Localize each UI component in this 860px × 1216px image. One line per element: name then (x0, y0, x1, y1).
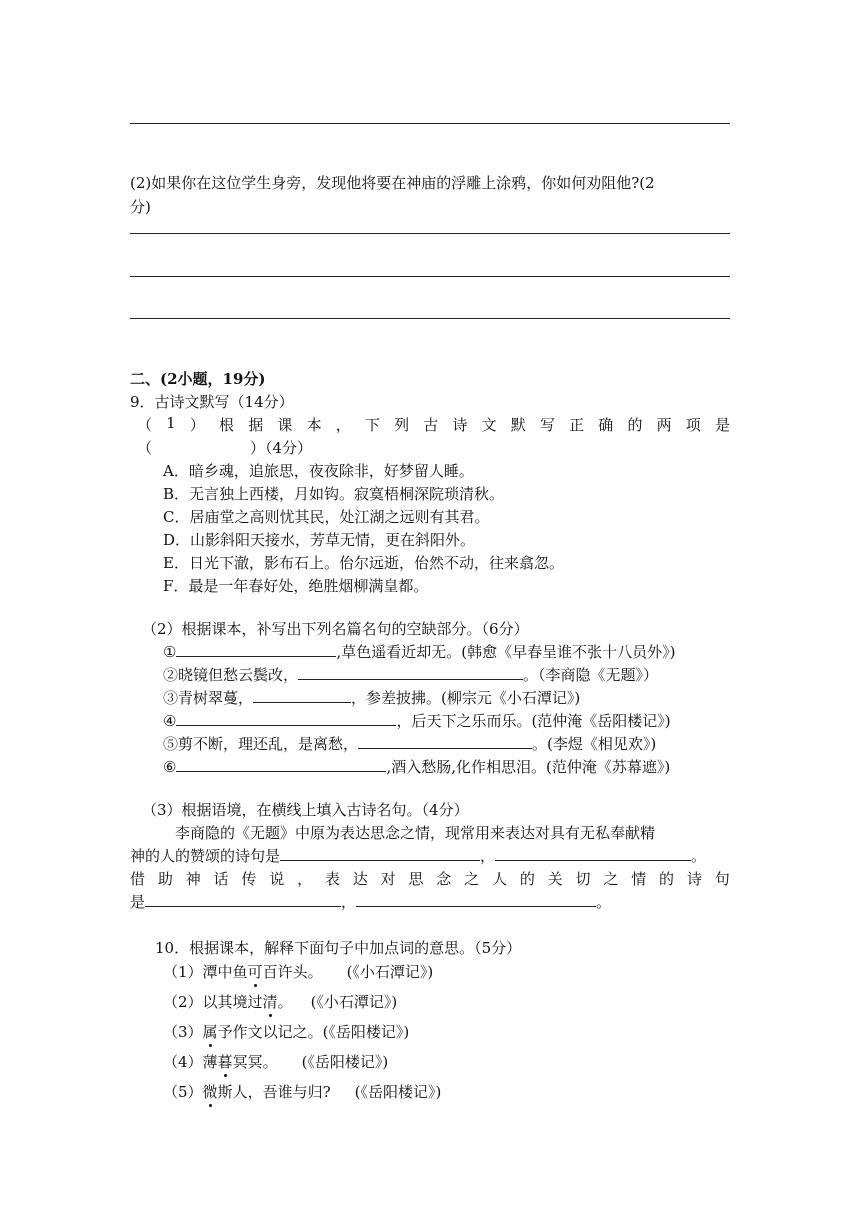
option-b: B．无言独上西楼，月如钩。寂寞梧桐深院琐清秋。 (163, 485, 505, 503)
fill-item-3: ③青树翠蔓， ，参差披拂。(柳宗元《小石潭记》) (163, 689, 581, 707)
dotted-word: 属 (202, 1023, 218, 1041)
stem-char: 项 (685, 416, 701, 434)
fill-item-2: ②晓镜但愁云鬓改， 。（李商隐《无题》） (163, 666, 659, 684)
q9-3-context-line2: 神的人的赞颂的诗句是 ， 。 (130, 847, 707, 865)
context-char: 情 (631, 870, 647, 888)
option-c: C．居庙堂之高则忧其民，处江湖之远则有其君。 (163, 508, 490, 526)
context-char: 达 (352, 870, 368, 888)
dotted-word: 清 (262, 993, 278, 1011)
stem-char: ） (189, 416, 205, 434)
fill-item-4: ④ ，后天下之乐而乐。(范仲淹《岳阳楼记》) (163, 712, 671, 730)
q9-2-title: （2）根据课本，补写出下列名篇名句的空缺部分。（6分） (142, 620, 529, 638)
stem-char: 根 (219, 416, 235, 434)
fill-blank[interactable] (358, 733, 532, 749)
fill-item-1: ① ,草色遥看近却无。(韩愈《早春呈谁不张十八员外》) (163, 643, 676, 661)
context-char: 助 (157, 870, 173, 888)
context-char: 句 (714, 870, 730, 888)
option-d: D．山影斜阳天接水，芳草无情，更在斜阳外。 (163, 531, 476, 549)
context-char: 人 (491, 870, 507, 888)
q9-3-context-line1: 李商隐的《无题》中原为表达思念之情，现常用来表达对具有无私奉献精 (175, 824, 656, 842)
bracket-open: （ (137, 439, 153, 457)
context-char: 的 (519, 870, 535, 888)
context-char: 神 (185, 870, 201, 888)
stem-char: 写 (539, 416, 555, 434)
q9-3-context-line3 (130, 868, 730, 889)
stem-char: 1 (166, 414, 176, 432)
q8-2-prompt: (2)如果你在这位学生身旁，发现他将要在神庙的浮雕上涂鸦，你如何劝阻他?(2 (130, 174, 655, 192)
dotted-word: 微 (202, 1083, 218, 1101)
answer-line (130, 276, 730, 277)
stem-char: 两 (656, 416, 672, 434)
fill-blank[interactable] (495, 845, 691, 861)
stem-char: 据 (248, 416, 264, 434)
fill-item-6: ⑥ ,酒入愁肠,化作相思泪。(范仲淹《苏幕遮》) (163, 758, 671, 776)
answer-line (130, 233, 730, 234)
answer-line-top (130, 123, 730, 124)
context-char: 传 (241, 870, 257, 888)
stem-char: 确 (598, 416, 614, 434)
context-char: 之 (603, 870, 619, 888)
stem-char: 古 (423, 416, 439, 434)
q9-1-stem (137, 414, 730, 435)
context-char: 诗 (686, 870, 702, 888)
q9-3-title: （3）根据语境，在横线上填入古诗名句。（4分） (142, 801, 469, 819)
stem-char: 的 (627, 416, 643, 434)
q10-item-1: （1）潭中鱼可百许头。 (《小石潭记》) (163, 963, 434, 981)
fill-blank[interactable] (298, 664, 523, 680)
fill-blank[interactable] (253, 687, 351, 703)
stem-char: 默 (510, 416, 526, 434)
option-a: A．暗乡魂，追旅思，夜夜除非，好梦留人睡。 (163, 462, 474, 480)
context-char: 思 (408, 870, 424, 888)
q10-title: 10．根据课本，解释下面句子中加点词的意思。（5分） (155, 939, 522, 957)
option-e: E．日光下澈，影布石上。佁尔远逝，佁然不动，往来翕忽。 (163, 554, 564, 572)
context-char: 表 (324, 870, 340, 888)
q10-item-4: （4）薄暮冥冥。 (《岳阳楼记》) (163, 1053, 389, 1071)
context-char: 对 (380, 870, 396, 888)
context-char: 借 (130, 870, 146, 888)
stem-char: ， (335, 416, 351, 434)
context-char: ， (297, 870, 313, 888)
dotted-word: 可 (247, 963, 263, 981)
stem-char: 是 (714, 416, 730, 434)
context-char: 念 (436, 870, 452, 888)
q9-title: 9．古诗文默写（14分） (130, 393, 294, 411)
context-char: 切 (575, 870, 591, 888)
q10-item-5: （5）微斯人，吾谁与归? (《岳阳楼记》) (163, 1083, 442, 1101)
q8-2-prompt-continued: 分) (130, 198, 151, 216)
q10-item-2: （2）以其境过清。 (《小石潭记》) (163, 993, 398, 1011)
context-char: 说 (269, 870, 285, 888)
stem-char: 课 (277, 416, 293, 434)
fill-blank[interactable] (176, 756, 386, 772)
fill-blank[interactable] (280, 845, 480, 861)
stem-char: 正 (569, 416, 585, 434)
answer-line (130, 318, 730, 319)
context-char: 关 (547, 870, 563, 888)
option-f: F．最是一年春好处，绝胜烟柳满皇都。 (163, 577, 429, 595)
stem-char: 下 (364, 416, 380, 434)
dotted-word: 暮 (217, 1053, 233, 1071)
fill-item-5: ⑤剪不断，理还乱，是离愁， 。(李煜《相见欢》) (163, 735, 657, 753)
bracket-close-score: ）（4分） (250, 439, 313, 457)
section-heading: 二、(2小题，19分) (130, 370, 266, 388)
context-char: 的 (659, 870, 675, 888)
q10-item-3: （3）属予作文以记之。(《岳阳楼记》) (163, 1023, 410, 1041)
fill-blank[interactable] (356, 891, 596, 907)
context-char: 之 (464, 870, 480, 888)
fill-blank[interactable] (176, 641, 336, 657)
q9-3-context-line4: 是 ， 。 (130, 893, 612, 911)
stem-char: 列 (394, 416, 410, 434)
stem-char: 本 (306, 416, 322, 434)
stem-char: 诗 (452, 416, 468, 434)
stem-char: 文 (481, 416, 497, 434)
fill-blank[interactable] (176, 710, 396, 726)
fill-blank[interactable] (145, 891, 341, 907)
q9-1-answer-bracket (137, 437, 312, 458)
stem-char: （ (137, 416, 153, 434)
context-char: 话 (213, 870, 229, 888)
